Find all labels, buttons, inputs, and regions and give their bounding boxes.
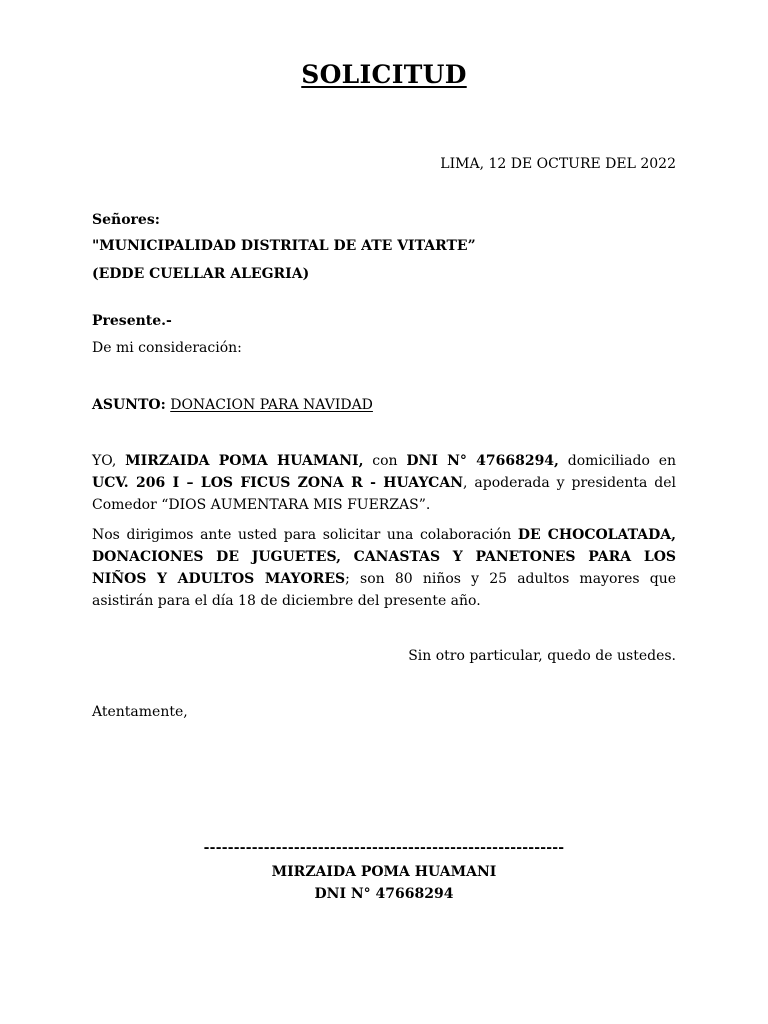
para1-text-1: YO,: [92, 453, 126, 469]
para1-text-4: , apoderada y presidenta del Comedor “DIOS AUMENTARA MIS FUERZAS”.: [92, 475, 676, 513]
signature-dni: DNI N° 47668294: [314, 886, 454, 902]
applicant-dni: DNI N° 47668294,: [406, 453, 559, 469]
consideracion-line: De mi consideración:: [92, 340, 242, 356]
para1-text-3: domiciliado en: [558, 453, 676, 469]
subject-line: [92, 397, 373, 413]
para2-text-1: Nos dirigimos ante usted para solicitar una colaboración: [92, 527, 518, 543]
subject-label: ASUNTO:: [92, 397, 166, 413]
paragraph-identity: [92, 450, 676, 516]
closing-line: Sin otro particular, quedo de ustedes.: [408, 648, 676, 664]
applicant-address: UCV. 206 I – LOS FICUS ZONA R - HUAYCAN: [92, 475, 463, 491]
recipient-institution: "MUNICIPALIDAD DISTRITAL DE ATE VITARTE”: [92, 238, 476, 254]
signature-name: MIRZAIDA POMA HUAMANI: [271, 864, 497, 880]
para2-text-2: ; son 80 niños y 25 adultos mayores que asistirán para el día 18 de diciembre del presente año.: [92, 571, 676, 609]
date-line: LIMA, 12 DE OCTURE DEL 2022: [440, 156, 676, 172]
presente-line: Presente.-: [92, 313, 172, 329]
paragraph-request: [92, 524, 676, 612]
farewell-line: Atentamente,: [92, 704, 188, 720]
para1-text-2: con: [363, 453, 407, 469]
subject-value: DONACION PARA NAVIDAD: [170, 397, 373, 413]
recipient-person: (EDDE CUELLAR ALEGRIA): [92, 266, 310, 282]
request-items: DE CHOCOLATADA, DONACIONES DE JUGUETES, CANASTAS Y PANETONES PARA LOS NIÑOS Y ADULTOS MAYORES: [92, 527, 676, 587]
applicant-name: MIRZAIDA POMA HUAMANI,: [125, 453, 364, 469]
document-title: SOLICITUD: [301, 60, 467, 89]
signature-line: ------------------------------------------------------------: [203, 840, 565, 856]
salutation: Señores:: [92, 212, 160, 228]
